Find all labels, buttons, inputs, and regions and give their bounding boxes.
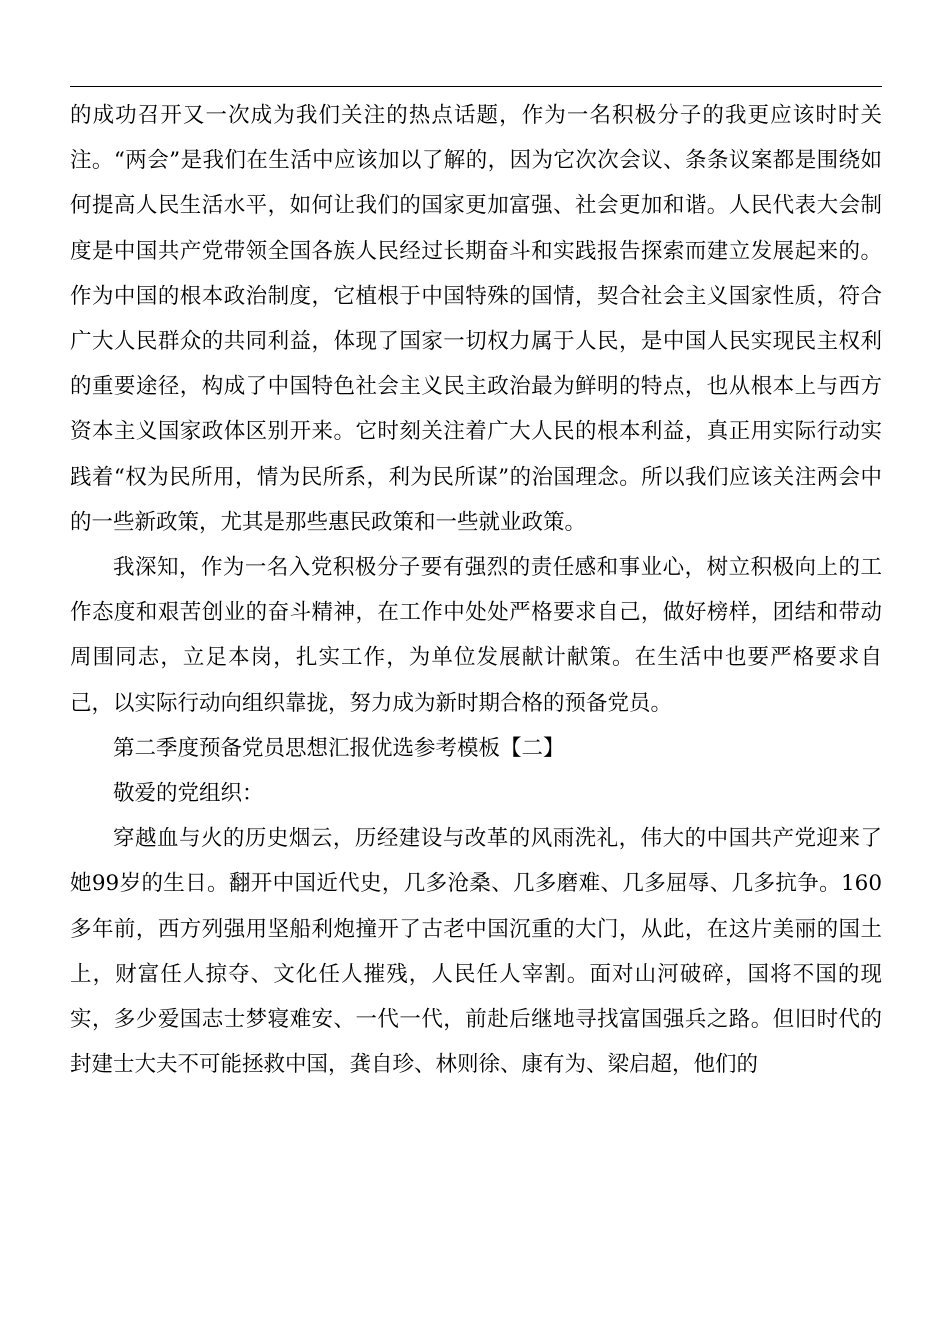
header-rule: [70, 86, 882, 87]
paragraph-3: 穿越血与火的历史烟云，历经建设与改革的风雨洗礼，伟大的中国共产党迎来了她99岁的生日。翻开中国近代史，几多沧桑、几多磨难、几多屈辱、几多抗争。160多年前，西方列强用坚船利炮撞开了古老中国沉重的大门，从此，在这片美丽的国土上，财富任人掠夺、文化任人摧残，人民任人宰割。面对山河破碎，国将不国的现实，多少爱国志士梦寝难安、一代一代，前赴后继地寻找富国强兵之路。但旧时代的封建士大夫不可能拯救中国，龚自珍、林则徐、康有为、梁启超，他们的: [70, 826, 882, 1078]
document-body: [70, 93, 882, 1087]
salutation: 敬爱的党组织：: [113, 781, 264, 807]
section-heading: 第二季度预备党员思想汇报优选参考模板【二】: [113, 735, 565, 761]
paragraph-2: 我深知，作为一名入党积极分子要有强烈的责任感和事业心，树立积极向上的工作态度和艰苦创业的奋斗精神，在工作中处处严格要求自己，做好榜样，团结和带动周围同志，立足本岗，扎实工作，为单位发展献计献策。在生活中也要严格要求自己，以实际行动向组织靠拢，努力成为新时期合格的预备党员。: [70, 555, 882, 716]
paragraph-1: 的成功召开又一次成为我们关注的热点话题，作为一名积极分子的我更应该时时关注。“两会”是我们在生活中应该加以了解的，因为它次次会议、条条议案都是围绕如何提高人民生活水平，如何让我们的国家更加富强、社会更加和谐。人民代表大会制度是中国共产党带领全国各族人民经过长期奋斗和实践报告探索而建立发展起来的。作为中国的根本政治制度，它植根于中国特殊的国情，契合社会主义国家性质，符合广大人民群众的共同利益，体现了国家一切权力属于人民，是中国人民实现民主权利的重要途径，构成了中国特色社会主义民主政治最为鲜明的特点，也从根本上与西方资本主义国家政体区别开来。它时刻关注着广大人民的根本利益，真正用实际行动实践着“权为民所用，情为民所系，利为民所谋”的治国理念。所以我们应该关注两会中的一些新政策，尤其是那些惠民政策和一些就业政策。: [70, 103, 882, 535]
